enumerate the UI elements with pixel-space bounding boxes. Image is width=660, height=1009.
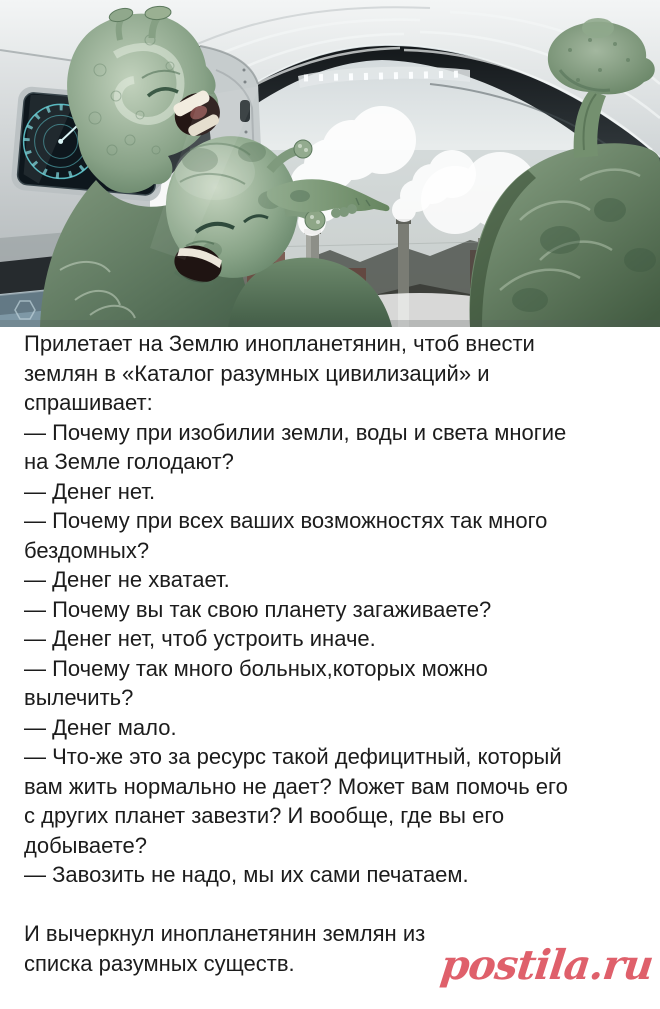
text-line: вылечить?	[24, 685, 134, 710]
text-line: вам жить нормально не дает? Может вам помочь его	[24, 773, 568, 799]
text-line: — Почему при изобилии земли, воды и света многие	[24, 419, 567, 445]
aliens-spaceship-illustration	[0, 0, 660, 327]
text-line: спрашивает:	[24, 390, 153, 415]
text-line: — Почему так много больных,которых можно	[24, 655, 488, 681]
text-line: — Почему вы так свою планету загаживаете?	[24, 596, 492, 622]
text-line: — Почему при всех ваших возможностях так много	[24, 508, 548, 533]
text-line: И вычеркнул инопланетянин землян из	[24, 921, 426, 946]
text-line: добываете?	[24, 832, 147, 858]
photo-bottom-shade	[0, 320, 660, 327]
aliens-photo	[0, 0, 660, 327]
postila-watermark: postila.ru	[438, 941, 656, 989]
text-line: Прилетает на Землю инопланетянин, чтоб внести	[24, 331, 535, 356]
text-line: — Завозить не надо, мы их сами печатаем.	[24, 862, 469, 887]
text-line: — Денег нет.	[24, 478, 156, 504]
joke-text	[24, 329, 644, 978]
text-line: списка разумных существ.	[24, 950, 295, 976]
text-line: — Денег не хватает.	[24, 567, 230, 592]
text-line: с других планет завезти? И вообще, где вы его	[24, 803, 505, 828]
text-line: на Земле голодают?	[24, 449, 234, 474]
text-line: землян в «Каталог разумных цивилизаций» и	[24, 360, 490, 386]
text-line: бездомных?	[24, 537, 150, 563]
text-line: — Что-же это за ресурс такой дефицитный, который	[24, 744, 562, 769]
joke-dialogue	[24, 329, 644, 890]
text-line: — Денег нет, чтоб устроить иначе.	[24, 626, 376, 651]
text-line: — Денег мало.	[24, 714, 177, 740]
